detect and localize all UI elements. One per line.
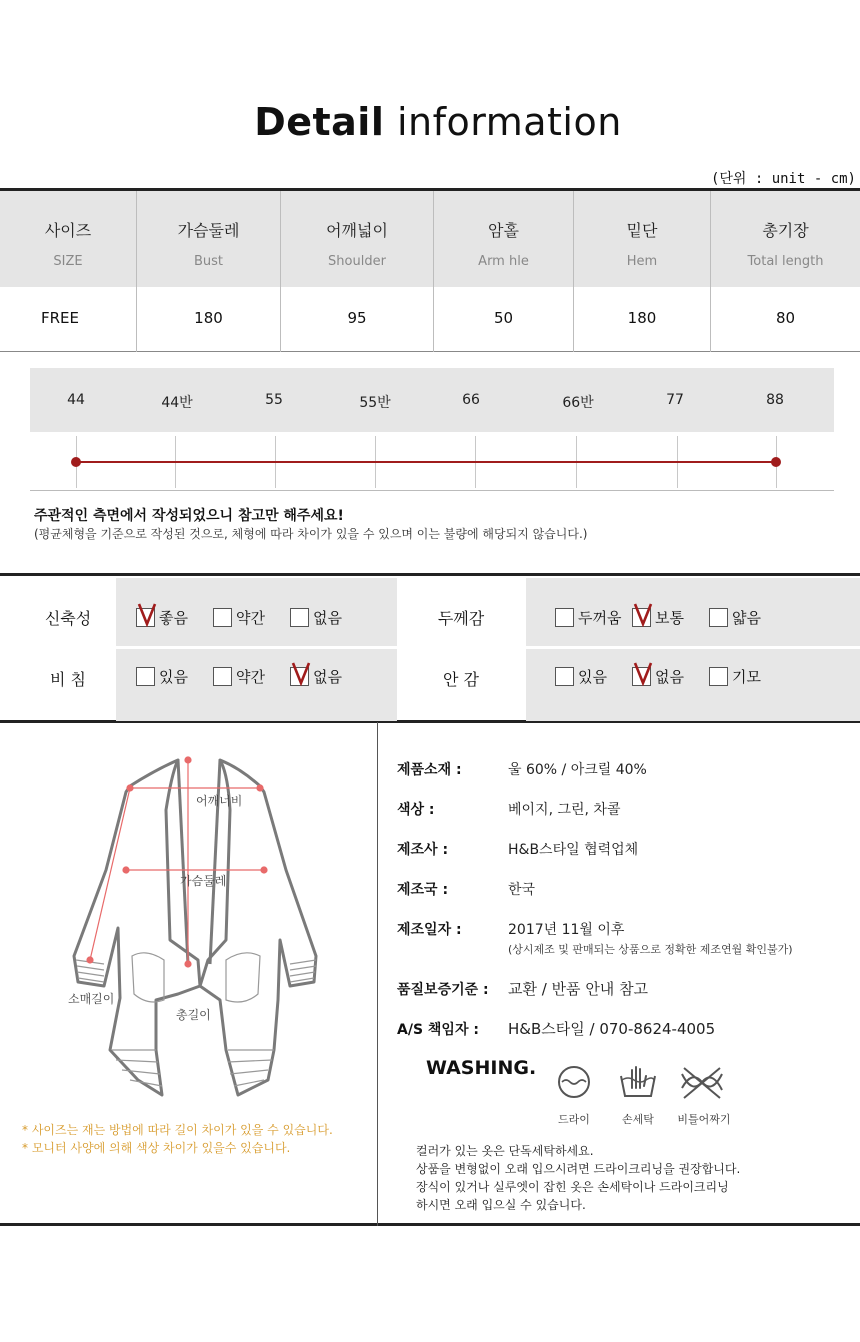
sheer-option-none[interactable] bbox=[290, 666, 342, 687]
thickness-option-normal[interactable] bbox=[632, 607, 684, 628]
col-label-en: Total length bbox=[747, 254, 824, 269]
wash-label-hand: 손세탁 bbox=[622, 1113, 654, 1126]
prop-label-thickness: 두께감 bbox=[437, 609, 485, 628]
spec-value-material: 울 60% / 아크릴 40% bbox=[508, 762, 647, 778]
size-note: * 사이즈는 재는 방법에 따라 길이 차이가 있을 수 있습니다. bbox=[22, 1123, 333, 1137]
section-divider bbox=[377, 722, 378, 1226]
option-label: 없음 bbox=[313, 668, 342, 686]
spec-date-note: (상시제조 및 판매되는 상품으로 정확한 제조연월 확인불가) bbox=[508, 943, 793, 956]
checkbox[interactable] bbox=[632, 608, 651, 627]
spec-key-country: 제조국 : bbox=[397, 882, 449, 898]
spec-value-date: 2017년 11월 이후 bbox=[508, 922, 625, 938]
lining-option-none[interactable] bbox=[632, 666, 684, 687]
spec-value-country: 한국 bbox=[508, 882, 536, 898]
col-label-en: Shoulder bbox=[328, 254, 386, 269]
wash-note-2: 상품을 변형없이 오래 입으시려면 드라이크리닝을 권장합니다. bbox=[416, 1162, 741, 1176]
size-col-total-length bbox=[711, 191, 860, 352]
prop-label-sheer: 비 침 bbox=[50, 670, 86, 689]
stretch-option-none[interactable] bbox=[290, 607, 342, 628]
checkbox[interactable] bbox=[213, 667, 232, 686]
col-label-en: Arm hle bbox=[478, 254, 529, 269]
size-col-bust bbox=[137, 191, 281, 352]
check-mark-icon bbox=[290, 660, 312, 686]
spec-value-as: H&B스타일 / 070-8624-4005 bbox=[508, 1020, 716, 1038]
col-value: 180 bbox=[627, 309, 657, 327]
thickness-option-thick[interactable] bbox=[555, 607, 621, 628]
spec-key-color: 색상 : bbox=[397, 802, 435, 818]
figure-label-bust: 가슴둘레 bbox=[180, 874, 227, 888]
spec-key-as: A/S 책임자 : bbox=[397, 1022, 479, 1038]
color-note: * 모니터 사양에 의해 색상 차이가 있을수 있습니다. bbox=[22, 1141, 291, 1155]
no-wring-icon bbox=[678, 1064, 726, 1100]
size-table bbox=[0, 188, 860, 352]
scale-label-77: 77 bbox=[666, 392, 684, 408]
spec-value-warranty: 교환 / 반품 안내 참고 bbox=[508, 980, 649, 998]
scale-divider bbox=[30, 490, 834, 491]
checkbox[interactable] bbox=[709, 608, 728, 627]
size-col-size bbox=[0, 191, 137, 352]
checkbox[interactable] bbox=[555, 667, 574, 686]
option-label: 없음 bbox=[313, 609, 342, 627]
scale-label-44: 44 bbox=[67, 392, 85, 408]
col-label-en: Bust bbox=[193, 254, 224, 269]
spec-key-material: 제품소재 : bbox=[397, 762, 462, 778]
spec-key-date: 제조일자 : bbox=[397, 922, 462, 938]
check-mark-icon bbox=[136, 601, 158, 627]
col-label-en: Hem bbox=[626, 254, 658, 269]
check-mark-icon bbox=[632, 601, 654, 627]
sheer-option-slight[interactable] bbox=[213, 666, 265, 687]
size-col-armhole bbox=[434, 191, 574, 352]
wash-note-1: 컬러가 있는 옷은 단독세탁하세요. bbox=[416, 1144, 594, 1158]
size-col-hem bbox=[574, 191, 711, 352]
scale-label-66: 66 bbox=[462, 392, 480, 408]
figure-label-shoulder: 어깨너비 bbox=[196, 794, 243, 808]
size-col-shoulder bbox=[281, 191, 434, 352]
wash-note-4: 하시면 오래 입으실 수 있습니다. bbox=[416, 1198, 586, 1212]
option-label: 약간 bbox=[236, 668, 265, 686]
col-label-ko: 가슴둘레 bbox=[177, 221, 240, 240]
spec-key-maker: 제조사 : bbox=[397, 842, 449, 858]
option-label: 두꺼움 bbox=[578, 609, 622, 627]
checkbox[interactable] bbox=[290, 667, 309, 686]
col-label-ko: 총기장 bbox=[762, 221, 809, 240]
lining-option-yes[interactable] bbox=[555, 666, 607, 687]
col-label-ko: 사이즈 bbox=[44, 221, 92, 240]
wash-label-no-wring: 비틀어짜기 bbox=[677, 1113, 731, 1126]
col-value: 80 bbox=[775, 309, 796, 327]
col-value: 95 bbox=[347, 309, 367, 327]
checkbox[interactable] bbox=[632, 667, 651, 686]
col-value: 50 bbox=[493, 309, 514, 327]
size-range-line bbox=[76, 461, 777, 463]
option-label: 얇음 bbox=[732, 609, 761, 627]
fabric-properties bbox=[0, 573, 860, 723]
wash-label-dry: 드라이 bbox=[558, 1113, 590, 1126]
col-value: FREE bbox=[40, 309, 79, 327]
option-label: 기모 bbox=[732, 668, 761, 686]
sheer-option-yes[interactable] bbox=[136, 666, 188, 687]
title-bold: Detail bbox=[254, 100, 385, 144]
prop-label-lining: 안 감 bbox=[443, 670, 479, 689]
unit-label: (단위 : unit - cm) bbox=[710, 171, 856, 187]
checkbox[interactable] bbox=[709, 667, 728, 686]
dry-clean-icon bbox=[556, 1064, 592, 1100]
figure-label-length: 총길이 bbox=[176, 1008, 211, 1022]
subjective-note-detail: (평균체형을 기준으로 작성된 것으로, 체형에 따라 차이가 있을 수 있으며 이는 불량에 해당되지 않습니다.) bbox=[34, 527, 588, 541]
col-label-ko: 암홀 bbox=[488, 221, 519, 240]
scale-label-66-half: 66반 bbox=[562, 395, 594, 411]
size-range-end-dot bbox=[771, 457, 781, 467]
thickness-option-thin[interactable] bbox=[709, 607, 761, 628]
spec-value-maker: H&B스타일 협력업체 bbox=[508, 842, 639, 858]
subjective-note: 주관적인 측면에서 작성되었으니 참고만 해주세요! bbox=[34, 508, 344, 524]
scale-label-88: 88 bbox=[766, 392, 784, 408]
lining-option-fleece[interactable] bbox=[709, 666, 761, 687]
option-label: 약간 bbox=[236, 609, 265, 627]
hand-wash-icon bbox=[618, 1064, 658, 1100]
scale-label-55-half: 55반 bbox=[359, 395, 391, 411]
option-label: 보통 bbox=[655, 609, 684, 627]
checkbox[interactable] bbox=[213, 608, 232, 627]
figure-label-sleeve: 소매길이 bbox=[68, 992, 115, 1006]
prop-label-stretch: 신축성 bbox=[44, 609, 92, 628]
option-label: 좋음 bbox=[159, 609, 188, 627]
page-title bbox=[0, 100, 860, 144]
option-label: 있음 bbox=[159, 668, 188, 686]
checkbox[interactable] bbox=[136, 667, 155, 686]
option-label: 있음 bbox=[578, 668, 607, 686]
stretch-option-slight[interactable] bbox=[213, 607, 265, 628]
col-label-en: SIZE bbox=[53, 254, 83, 269]
spec-key-warranty: 품질보증기준 : bbox=[397, 982, 489, 998]
checkbox[interactable] bbox=[555, 608, 574, 627]
scale-label-55: 55 bbox=[265, 392, 283, 408]
option-label: 없음 bbox=[655, 668, 684, 686]
checkbox[interactable] bbox=[290, 608, 309, 627]
wash-note-3: 장식이 있거나 실루엣이 잡힌 옷은 손세탁이나 드라이크리닝 bbox=[416, 1180, 729, 1194]
title-regular: information bbox=[396, 100, 622, 144]
size-scale-band bbox=[30, 368, 834, 432]
checkbox[interactable] bbox=[136, 608, 155, 627]
washing-title: WASHING. bbox=[426, 1057, 537, 1079]
col-label-ko: 어깨넓이 bbox=[326, 221, 388, 240]
size-range-start-dot bbox=[71, 457, 81, 467]
col-value: 180 bbox=[194, 309, 223, 327]
spec-value-color: 베이지, 그린, 차콜 bbox=[508, 802, 621, 818]
col-label-ko: 밑단 bbox=[626, 221, 658, 240]
stretch-option-good[interactable] bbox=[136, 607, 188, 628]
check-mark-icon bbox=[632, 660, 654, 686]
scale-label-44-half: 44반 bbox=[161, 395, 193, 411]
